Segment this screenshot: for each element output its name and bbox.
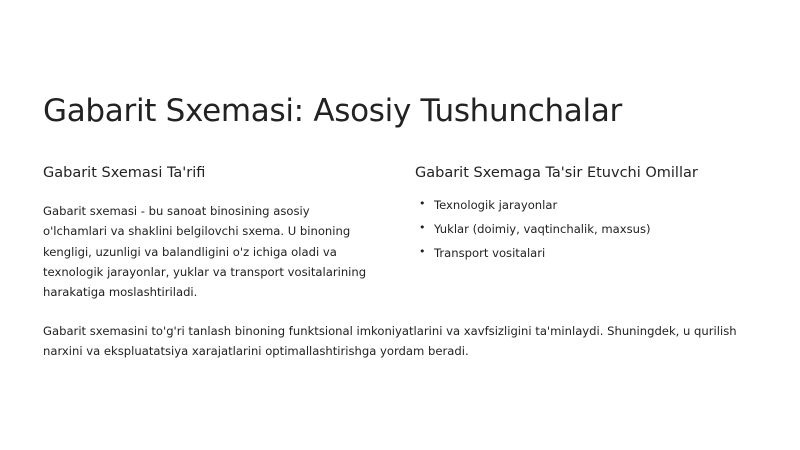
bullet-icon: • xyxy=(419,221,426,234)
list-item-text: Yuklar (doimiy, vaqtinchalik, maxsus) xyxy=(434,222,651,236)
factors-heading: Gabarit Sxemaga Ta'sir Etuvchi Omillar xyxy=(415,165,698,181)
factors-column xyxy=(415,163,755,269)
list-item-text: Texnologik jarayonlar xyxy=(434,198,558,212)
slide-title: Gabarit Sxemasi: Asosiy Tushunchalar xyxy=(43,93,622,129)
list-item-text: Transport vositalari xyxy=(434,246,546,260)
definition-heading: Gabarit Sxemasi Ta'rifi xyxy=(43,165,206,181)
list-item xyxy=(415,197,755,213)
definition-column xyxy=(43,163,373,302)
summary-paragraph: Gabarit sxemasini to'g'ri tanlash binoning funktsional imkoniyatlarini va xavfsizligini ta'minlaydi. Shuningdek, u qurilish narxini va ekspluatatsiya xarajatlarini optimallashtirishga yordam beradi. xyxy=(43,324,737,359)
definition-paragraph: Gabarit sxemasi - bu sanoat binosining asosiy o'lchamlari va shaklini belgilovchi sxema. U binoning kengligi, uzunligi va balandligini o'z ichiga oladi va texnologik jarayonlar, yuklar va transport vositalarining harakatiga moslashtiriladi. xyxy=(43,204,367,300)
factors-list xyxy=(415,197,755,261)
list-item xyxy=(415,221,755,237)
bullet-icon: • xyxy=(419,245,426,258)
bullet-icon: • xyxy=(419,197,426,210)
list-item xyxy=(415,245,755,261)
